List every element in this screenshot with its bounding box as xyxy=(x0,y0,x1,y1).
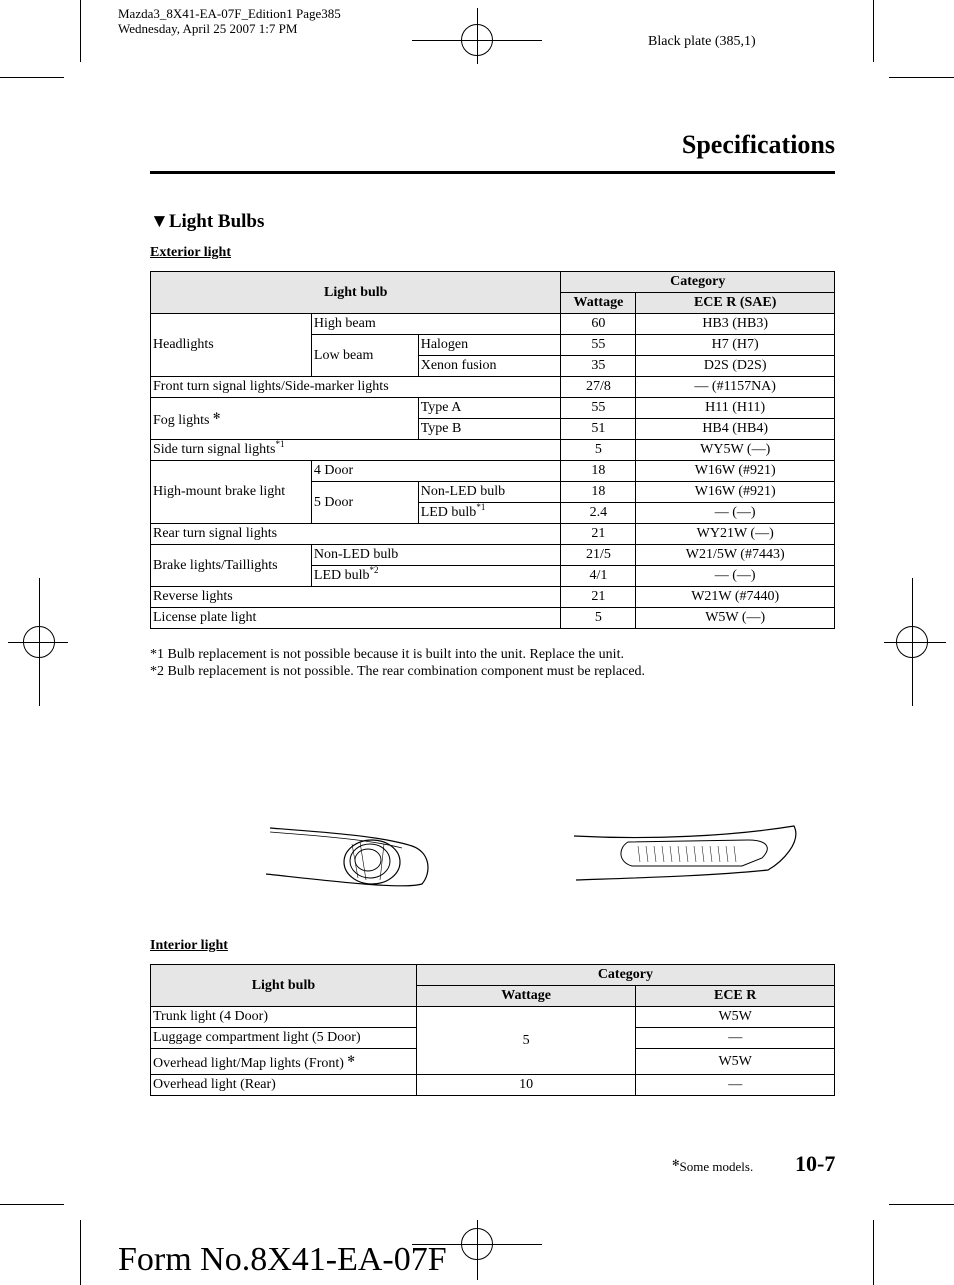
footnote-ref: *1 xyxy=(275,439,285,449)
some-models-note xyxy=(672,1158,753,1175)
crop-mark xyxy=(80,1220,81,1285)
headlight-illustration xyxy=(262,822,434,894)
row-label xyxy=(151,398,419,440)
row-label: Luggage compartment light (5 Door) xyxy=(151,1028,417,1049)
wattage-cell: 21 xyxy=(561,587,636,608)
row-label: Front turn signal lights/Side-marker lights xyxy=(151,377,561,398)
row-label: Type B xyxy=(418,419,561,440)
crop-mark xyxy=(873,0,874,62)
ece-cell: WY21W (—) xyxy=(636,524,835,545)
crop-mark xyxy=(873,1220,874,1285)
table-row xyxy=(151,1007,835,1028)
brake-led-label: LED bulb xyxy=(313,568,370,583)
row-label xyxy=(151,440,561,461)
wattage-cell: 5 xyxy=(561,608,636,629)
print-file-line: Mazda3_8X41-EA-07F_Edition1 Page385 xyxy=(118,6,341,21)
overhead-front-label: Overhead light/Map lights (Front) xyxy=(153,1056,344,1071)
exterior-label: Exterior light xyxy=(150,245,232,260)
ece-cell: HB4 (HB4) xyxy=(636,419,835,440)
row-label: Type A xyxy=(418,398,561,419)
col-light-bulb: Light bulb xyxy=(151,272,561,314)
table-row xyxy=(151,608,835,629)
crop-mark xyxy=(0,1204,64,1205)
col-ece: ECE R xyxy=(636,986,835,1007)
registration-circle xyxy=(23,626,55,658)
col-light-bulb: Light bulb xyxy=(151,965,417,1007)
footnote-2: *2 Bulb replacement is not possible. The rear combination component must be replaced. xyxy=(150,664,646,679)
table-row xyxy=(151,398,835,419)
ece-cell: D2S (D2S) xyxy=(636,356,835,377)
row-label: High beam xyxy=(311,314,561,335)
asterisk-icon: ✻ xyxy=(347,1054,355,1064)
section-title: Light Bulbs xyxy=(168,211,265,232)
exterior-light-table xyxy=(150,271,835,629)
row-label: Non-LED bulb xyxy=(418,482,561,503)
row-label: Rear turn signal lights xyxy=(151,524,561,545)
footnote-ref: *1 xyxy=(476,502,486,512)
wattage-cell: 55 xyxy=(561,398,636,419)
ece-cell: HB3 (HB3) xyxy=(636,314,835,335)
wattage-cell: 35 xyxy=(561,356,636,377)
asterisk-icon: ✻ xyxy=(212,411,221,421)
table-row xyxy=(151,314,835,335)
print-date-line: Wednesday, April 25 2007 1:7 PM xyxy=(118,21,298,36)
wattage-cell: 4/1 xyxy=(561,566,636,587)
table-row xyxy=(151,440,835,461)
col-category: Category xyxy=(416,965,834,986)
ece-cell: W5W xyxy=(636,1049,835,1075)
row-label: 4 Door xyxy=(311,461,561,482)
registration-circle xyxy=(896,626,928,658)
wattage-cell: 21 xyxy=(561,524,636,545)
section-heading xyxy=(150,211,264,233)
row-label: License plate light xyxy=(151,608,561,629)
fog-label: Fog lights xyxy=(153,413,210,428)
registration-circle xyxy=(461,24,493,56)
registration-circle xyxy=(461,1228,493,1260)
ece-cell: W5W xyxy=(636,1007,835,1028)
row-label: Trunk light (4 Door) xyxy=(151,1007,417,1028)
ece-cell: WY5W (—) xyxy=(636,440,835,461)
col-wattage: Wattage xyxy=(561,293,636,314)
ece-cell: H7 (H7) xyxy=(636,335,835,356)
page-title: Specifications xyxy=(681,130,835,159)
ece-cell: — xyxy=(636,1028,835,1049)
wattage-cell: 18 xyxy=(561,461,636,482)
title-rule xyxy=(150,171,835,174)
page-number: 10-7 xyxy=(795,1151,836,1176)
led-label: LED bulb xyxy=(420,505,477,520)
row-label xyxy=(418,503,561,524)
form-number: Form No.8X41-EA-07F xyxy=(118,1241,447,1278)
ece-cell: W16W (#921) xyxy=(636,461,835,482)
fog-light-illustration xyxy=(572,822,800,886)
col-wattage: Wattage xyxy=(416,986,636,1007)
table-row xyxy=(151,545,835,566)
footnote-ref: *2 xyxy=(369,565,379,575)
row-label: Headlights xyxy=(151,314,312,377)
row-label: High-mount brake light xyxy=(151,461,312,524)
row-label xyxy=(151,1049,417,1075)
ece-cell: W16W (#921) xyxy=(636,482,835,503)
row-label: Brake lights/Taillights xyxy=(151,545,312,587)
crop-mark xyxy=(0,77,64,78)
table-row xyxy=(151,524,835,545)
wattage-cell: 27/8 xyxy=(561,377,636,398)
asterisk-icon: ✻ xyxy=(672,1158,680,1168)
row-label: Reverse lights xyxy=(151,587,561,608)
plate-label: Black plate (385,1) xyxy=(648,34,756,49)
interior-label: Interior light xyxy=(150,938,228,953)
row-label: Halogen xyxy=(418,335,561,356)
col-category: Category xyxy=(561,272,835,293)
wattage-cell: 51 xyxy=(561,419,636,440)
interior-light-table xyxy=(150,964,835,1096)
wattage-cell: 18 xyxy=(561,482,636,503)
side-turn-label: Side turn signal lights xyxy=(153,442,276,457)
table-row xyxy=(151,1075,835,1096)
ece-cell: — (—) xyxy=(636,503,835,524)
table-row xyxy=(151,461,835,482)
wattage-cell: 5 xyxy=(416,1007,636,1075)
footnote-1: *1 Bulb replacement is not possible because it is built into the unit. Replace the unit. xyxy=(150,647,624,662)
ece-cell: — xyxy=(636,1075,835,1096)
table-row xyxy=(151,377,835,398)
wattage-cell: 21/5 xyxy=(561,545,636,566)
ece-cell: H11 (H11) xyxy=(636,398,835,419)
table-row xyxy=(151,587,835,608)
wattage-cell: 60 xyxy=(561,314,636,335)
ece-cell: W21W (#7440) xyxy=(636,587,835,608)
ece-cell: — (—) xyxy=(636,566,835,587)
wattage-cell: 55 xyxy=(561,335,636,356)
row-label: Low beam xyxy=(311,335,418,377)
row-label: Non-LED bulb xyxy=(311,545,561,566)
row-label: 5 Door xyxy=(311,482,418,524)
wattage-cell: 2.4 xyxy=(561,503,636,524)
crop-mark xyxy=(80,0,81,62)
ece-cell: — (#1157NA) xyxy=(636,377,835,398)
ece-cell: W21/5W (#7443) xyxy=(636,545,835,566)
ece-cell: W5W (—) xyxy=(636,608,835,629)
triangle-down-icon: ▼ xyxy=(150,211,169,232)
some-models-text: Some models. xyxy=(679,1159,754,1174)
wattage-cell: 10 xyxy=(416,1075,636,1096)
crop-mark xyxy=(889,1204,954,1205)
col-ece: ECE R (SAE) xyxy=(636,293,835,314)
row-label: Xenon fusion xyxy=(418,356,561,377)
row-label: Overhead light (Rear) xyxy=(151,1075,417,1096)
wattage-cell: 5 xyxy=(561,440,636,461)
row-label xyxy=(311,566,561,587)
crop-mark xyxy=(889,77,954,78)
